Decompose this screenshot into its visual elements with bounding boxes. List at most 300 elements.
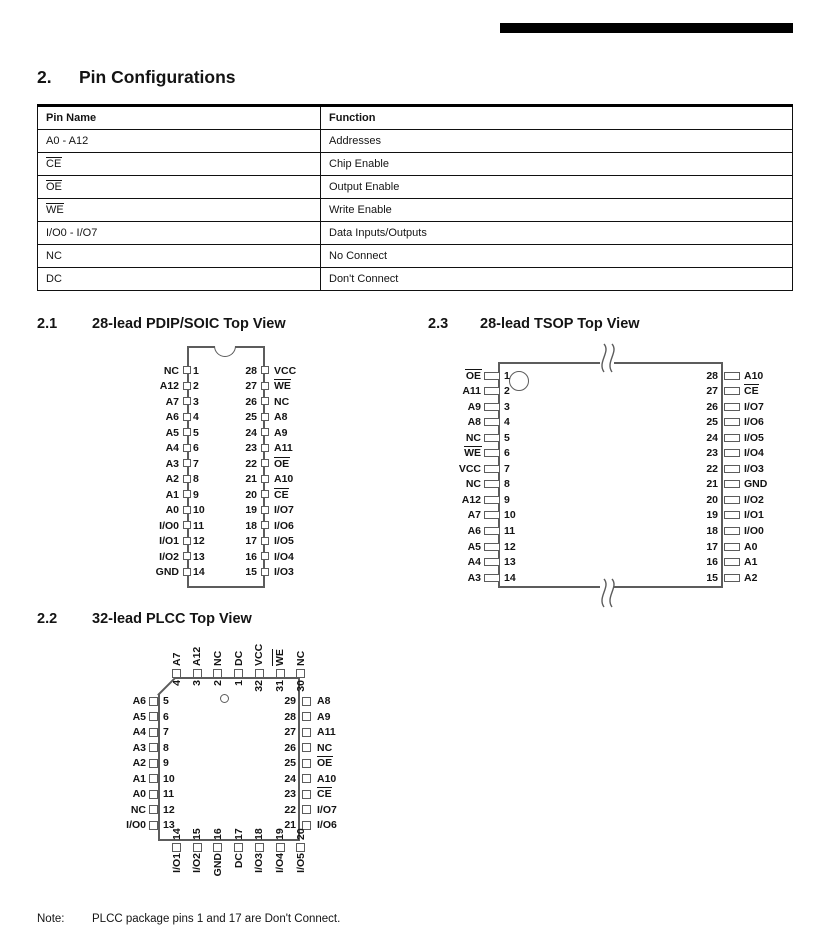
overline-signal: OE — [317, 757, 333, 769]
tsop-pin-17-lead — [724, 543, 740, 551]
tsop-pin-25-number: 25 — [706, 416, 718, 429]
tsop-pin-26-lead — [724, 403, 740, 411]
plcc-pin-10-number: 10 — [163, 772, 175, 785]
tsop-pin-14-label: A3 — [467, 571, 481, 584]
plcc-pin-3-lead — [193, 669, 202, 678]
plcc-pin-3-number: 3 — [191, 680, 204, 686]
tsop-pin-4-lead — [484, 418, 500, 426]
tsop-pin-14-lead — [484, 574, 500, 582]
pdip-pin-24-number: 24 — [245, 426, 257, 439]
pdip-pin-18-number: 18 — [245, 519, 257, 532]
plcc-pin-10-lead — [149, 774, 158, 783]
section-title: Pin Configurations — [79, 67, 236, 87]
plcc-pin-31-label — [273, 620, 287, 666]
plcc-pin-9-label: A2 — [132, 757, 146, 769]
table-row — [38, 245, 793, 268]
table-row — [38, 222, 793, 245]
plcc-pin-8-number: 8 — [163, 741, 169, 754]
plcc-pin-20-label: I/O5 — [294, 853, 307, 873]
plcc-pin-1-label: DC — [232, 650, 245, 666]
tsop-pin-18-number: 18 — [706, 525, 718, 537]
pdip-pin-13-lead — [183, 552, 191, 560]
pdip-pin-16-label: I/O4 — [274, 550, 294, 563]
tsop-pin-7-number: 7 — [504, 462, 510, 475]
pdip-pin-12-number: 12 — [193, 535, 205, 547]
pdip-pin-27-lead — [261, 382, 269, 390]
tsop-pin-9-label: A12 — [461, 493, 481, 506]
pdip-pin-23-number: 23 — [245, 442, 257, 454]
pdip-pin-26-label: NC — [274, 395, 290, 408]
pdip-pin-10-number: 10 — [193, 504, 205, 516]
plcc-pin-2-lead — [213, 669, 222, 678]
plcc-pin-13-number: 13 — [163, 819, 175, 831]
pdip-pin-8-number: 8 — [193, 473, 199, 485]
pdip-pin-4-number: 4 — [193, 411, 199, 423]
pdip-pin-26-lead — [261, 397, 269, 405]
tsop-pin-9-number: 9 — [504, 493, 510, 506]
function-cell: No Connect — [321, 245, 793, 268]
pin-name-cell — [38, 176, 321, 199]
tsop-pin-25-lead — [724, 418, 740, 426]
overline-signal: CE — [317, 788, 332, 800]
plcc-pin-25-number: 25 — [284, 757, 296, 769]
plcc-pin-4-lead — [172, 669, 181, 678]
tsop-pin-27-label — [744, 385, 759, 397]
pdip-pin-10-label: A0 — [165, 504, 179, 516]
tsop-pin-6-label — [404, 447, 481, 459]
pdip-pin-3-label: A7 — [165, 395, 179, 408]
plcc-pin-19-lead — [276, 843, 285, 852]
pdip-pin-25-number: 25 — [245, 411, 257, 423]
plcc-pin-17-label: DC — [232, 853, 245, 869]
plcc-pin-24-number: 24 — [284, 772, 296, 785]
pdip-pin-12-label: I/O1 — [159, 535, 179, 547]
tsop-pin-19-number: 19 — [706, 509, 718, 522]
tsop-pin-17-number: 17 — [706, 540, 718, 553]
pdip-pin-5-lead — [183, 428, 191, 436]
plcc-pin-6-label: A5 — [132, 710, 146, 723]
tsop-pin-1-lead — [484, 372, 500, 380]
plcc-pin-27-label: A11 — [317, 726, 336, 738]
plcc-pin-25-lead — [302, 759, 311, 768]
pin-name-cell — [38, 199, 321, 222]
table-row — [38, 153, 793, 176]
plcc-pin-19-number: 19 — [274, 828, 286, 840]
tsop-bottom-break-mark — [594, 578, 620, 608]
tsop-pin-19-label: I/O1 — [744, 509, 764, 522]
tsop-pin-4-label: A8 — [467, 416, 481, 429]
pdip-pin-9-label: A1 — [165, 488, 179, 501]
tsop-pin-26-label: I/O7 — [744, 400, 764, 413]
pdip-pin-21-number: 21 — [245, 473, 257, 485]
subsection-number-tsop: 2.3 — [428, 316, 449, 332]
plcc-pin-12-number: 12 — [163, 803, 175, 816]
pdip-pin-19-lead — [261, 506, 269, 514]
plcc-pin-24-label: A10 — [317, 772, 337, 785]
pdip-pin-18-label: I/O6 — [274, 519, 294, 532]
plcc-pin-13-lead — [149, 821, 158, 830]
plcc-pin-1-lead — [234, 669, 243, 678]
pdip-pin-3-number: 3 — [193, 395, 199, 408]
pdip-pin-25-label: A8 — [274, 411, 288, 423]
plcc-pin-29-label: A8 — [317, 695, 331, 707]
function-cell: Addresses — [321, 130, 793, 153]
tsop-pin-2-lead — [484, 387, 500, 395]
tsop-pin-4-number: 4 — [504, 416, 510, 429]
plcc-pin-10-label: A1 — [132, 772, 146, 785]
plcc-pin-12-label: NC — [130, 803, 146, 816]
pdip-pin-27-label — [274, 380, 291, 392]
tsop-pin-14-number: 14 — [504, 571, 516, 584]
overline-signal: OE — [274, 457, 290, 470]
footnote — [37, 913, 340, 925]
overline-signal: CE — [274, 488, 289, 501]
tsop-pin-13-label: A4 — [467, 556, 481, 569]
tsop-pin-15-label: A2 — [744, 571, 758, 584]
plcc-pin-21-label: I/O6 — [317, 819, 337, 831]
tsop-pin-12-label: A5 — [467, 540, 481, 553]
tsop-pin-5-number: 5 — [504, 431, 510, 444]
pdip-pin-7-label: A3 — [165, 457, 179, 470]
tsop-pin-16-label: A1 — [744, 556, 758, 569]
plcc-pin-18-number: 18 — [253, 828, 266, 840]
plcc-pin-16-lead — [213, 843, 222, 852]
tsop-pin-18-lead — [724, 527, 740, 535]
plcc-pin-9-number: 9 — [163, 757, 169, 769]
subsection-number-pdip: 2.1 — [37, 316, 58, 332]
plcc-pin-28-label: A9 — [317, 710, 331, 723]
plcc-pin-14-lead — [172, 843, 181, 852]
function-cell: Write Enable — [321, 199, 793, 222]
tsop-pin-26-number: 26 — [706, 400, 718, 413]
pdip-pin-1-lead — [183, 366, 191, 374]
pdip-pin-20-label — [274, 489, 289, 501]
pdip-pin-9-lead — [183, 490, 191, 498]
pdip-pin-11-number: 11 — [193, 519, 205, 532]
pdip-pin-2-number: 2 — [193, 380, 199, 392]
pin-function-table — [37, 104, 793, 291]
pdip-pin-14-number: 14 — [193, 566, 205, 578]
subsection-title-tsop: 28-lead TSOP Top View — [480, 316, 640, 332]
subsection-heading-pdip — [37, 316, 286, 332]
tsop-pin-3-number: 3 — [504, 400, 510, 413]
tsop-pin-11-label: A6 — [467, 525, 481, 537]
tsop-pin-13-number: 13 — [504, 556, 516, 569]
function-cell: Chip Enable — [321, 153, 793, 176]
pdip-pin-16-lead — [261, 552, 269, 560]
plcc-pin-4-label: A7 — [170, 652, 183, 666]
tsop-pin-6-lead — [484, 449, 500, 457]
tsop-pin-11-lead — [484, 527, 500, 535]
tsop-pin-13-lead — [484, 558, 500, 566]
tsop-pin-20-label: I/O2 — [744, 493, 764, 506]
tsop-pin-20-lead — [724, 496, 740, 504]
plcc-pin-5-label: A6 — [132, 695, 146, 707]
tsop-pin-25-label: I/O6 — [744, 416, 764, 429]
plcc-pin-13-label: I/O0 — [126, 819, 146, 831]
tsop-pin-3-label: A9 — [467, 400, 481, 413]
pdip-pin-2-lead — [183, 382, 191, 390]
pdip-pin-8-lead — [183, 475, 191, 483]
plcc-pin-9-lead — [149, 759, 158, 768]
plcc-pin-29-number: 29 — [284, 695, 296, 707]
tsop-pin-16-lead — [724, 558, 740, 566]
pdip-pin-6-lead — [183, 444, 191, 452]
tsop-pin-22-label: I/O3 — [744, 462, 764, 475]
pdip-pin-15-lead — [261, 568, 269, 576]
table-header-row — [38, 106, 793, 130]
plcc-pin-1-number: 1 — [232, 680, 245, 686]
plcc-pin-22-number: 22 — [284, 803, 296, 816]
plcc-pin-31-number: 31 — [274, 680, 286, 692]
plcc-pin-18-lead — [255, 843, 264, 852]
table-row — [38, 176, 793, 199]
pdip-pin-24-lead — [261, 428, 269, 436]
pdip-pin-10-lead — [183, 506, 191, 514]
plcc-pin-6-number: 6 — [163, 710, 169, 723]
tsop-pin-16-number: 16 — [706, 556, 718, 569]
plcc-pin-24-lead — [302, 774, 311, 783]
plcc-pin-7-number: 7 — [163, 726, 169, 738]
overline-signal: OE — [46, 181, 62, 193]
tsop-pin-21-label: GND — [744, 478, 768, 491]
plcc-pin-2-label: NC — [211, 650, 224, 666]
plcc-pin-23-lead — [302, 790, 311, 799]
pdip-pin-3-lead — [183, 397, 191, 405]
top-black-bar — [500, 23, 793, 33]
tsop-pin-2-label: A11 — [462, 385, 481, 398]
tsop-pin-23-label: I/O4 — [744, 447, 764, 460]
overline-signal: CE — [744, 385, 759, 398]
tsop-pin-1-label — [404, 370, 481, 382]
tsop-pin-28-number: 28 — [706, 369, 718, 382]
tsop-pin-10-lead — [484, 511, 500, 519]
plcc-pin-32-lead — [255, 669, 264, 678]
plcc-pin-30-number: 30 — [294, 680, 307, 692]
tsop-pin-6-number: 6 — [504, 447, 510, 460]
pdip-pin-4-lead — [183, 413, 191, 421]
pdip-pin-22-number: 22 — [245, 457, 257, 470]
pdip-pin-23-label: A11 — [274, 442, 293, 454]
footnote-text: PLCC package pins 1 and 17 are Don't Connect. — [92, 913, 341, 925]
plcc-pin-27-number: 27 — [284, 726, 296, 738]
pdip-pin-17-lead — [261, 537, 269, 545]
tsop-pin-10-label: A7 — [467, 509, 481, 522]
plcc-pin-30-label: NC — [294, 650, 307, 666]
pdip-pin-6-number: 6 — [193, 442, 199, 454]
pdip-pin-19-label: I/O7 — [274, 504, 294, 516]
plcc-pin-25-label — [317, 757, 332, 769]
plcc-pin-31-lead — [276, 669, 285, 678]
plcc-pin-32-label: VCC — [253, 643, 266, 666]
pdip-pin-7-lead — [183, 459, 191, 467]
plcc-pin-14-number: 14 — [170, 828, 183, 840]
pdip-pin-20-number: 20 — [245, 488, 257, 501]
overline-signal: OE — [465, 369, 481, 382]
plcc-pin-23-label — [317, 788, 332, 800]
tsop-pin-15-lead — [724, 574, 740, 582]
tsop-pin-27-number: 27 — [706, 385, 718, 398]
pdip-pin-17-number: 17 — [245, 535, 257, 547]
plcc-pin-15-number: 15 — [191, 828, 204, 840]
pdip-pin-15-label: I/O3 — [274, 566, 294, 578]
pdip-pin-28-lead — [261, 366, 269, 374]
tsop-pin-1-number: 1 — [504, 369, 510, 382]
pdip-pin-16-number: 16 — [245, 550, 257, 563]
pdip-pin-7-number: 7 — [193, 457, 199, 470]
table-row — [38, 199, 793, 222]
tsop-pin-23-lead — [724, 449, 740, 457]
plcc-pin-19-label: I/O4 — [274, 853, 286, 873]
plcc-pin-14-label: I/O1 — [170, 853, 183, 873]
pdip-pin-5-number: 5 — [193, 426, 199, 439]
overline-signal: WE — [464, 447, 481, 460]
function-cell: Don't Connect — [321, 268, 793, 291]
column-header-pin-name: Pin Name — [38, 106, 321, 130]
tsop-pin-21-number: 21 — [706, 478, 718, 491]
pdip-pin-1-number: 1 — [193, 364, 199, 377]
tsop-pin-23-number: 23 — [706, 447, 718, 460]
pdip-pin-8-label: A2 — [165, 473, 179, 485]
pdip-pin-2-label: A12 — [159, 380, 179, 392]
plcc-pin-29-lead — [302, 697, 311, 706]
plcc-pin-18-label: I/O3 — [253, 853, 266, 873]
tsop-pin-9-lead — [484, 496, 500, 504]
pdip-pin-21-label: A10 — [274, 473, 294, 485]
subsection-title-plcc: 32-lead PLCC Top View — [92, 611, 252, 627]
column-header-function: Function — [321, 106, 793, 130]
pdip-pin-26-number: 26 — [245, 395, 257, 408]
plcc-pin-26-lead — [302, 743, 311, 752]
plcc-pin-8-label: A3 — [132, 741, 146, 754]
pdip-pin-5-label: A5 — [165, 426, 179, 439]
tsop-pin-19-lead — [724, 511, 740, 519]
pdip-pin-1-label: NC — [163, 364, 179, 377]
tsop-pin-28-label: A10 — [744, 369, 764, 382]
tsop-top-break-mark — [594, 343, 620, 373]
tsop-pin-22-number: 22 — [706, 462, 718, 475]
tsop-pin-7-label: VCC — [458, 462, 481, 475]
tsop-pin-18-label: I/O0 — [744, 525, 764, 537]
plcc-pin-15-label: I/O2 — [191, 853, 204, 873]
tsop-pin-20-number: 20 — [706, 493, 718, 506]
plcc-pin-26-number: 26 — [284, 741, 296, 754]
tsop-pin-28-lead — [724, 372, 740, 380]
pdip-pin-22-label — [274, 458, 289, 470]
tsop-pin-17-label: A0 — [744, 540, 758, 553]
plcc-pin-7-label: A4 — [132, 726, 146, 738]
pdip-pin-11-lead — [183, 521, 191, 529]
subsection-heading-tsop — [428, 316, 640, 332]
pin-name-cell: NC — [38, 245, 321, 268]
plcc-pin-16-number: 16 — [211, 828, 224, 840]
tsop-pin-3-lead — [484, 403, 500, 411]
plcc-pin-23-number: 23 — [284, 788, 296, 800]
tsop-pin-8-number: 8 — [504, 478, 510, 491]
plcc-pin-17-number: 17 — [232, 828, 245, 840]
pdip-pin-14-lead — [183, 568, 191, 576]
pdip-pin-28-label: VCC — [274, 364, 297, 377]
plcc-pin-28-number: 28 — [284, 710, 296, 723]
pdip-pin-11-label: I/O0 — [159, 519, 179, 532]
plcc-pin-3-label: A12 — [191, 646, 204, 666]
tsop-pin-27-lead — [724, 387, 740, 395]
section-number: 2. — [37, 67, 52, 87]
pdip-pin-17-label: I/O5 — [274, 535, 294, 547]
pin-name-cell: A0 - A12 — [38, 130, 321, 153]
pin-name-cell — [38, 153, 321, 176]
tsop-pin-2-number: 2 — [504, 385, 510, 398]
tsop-pin-12-lead — [484, 543, 500, 551]
pdip-pin-27-number: 27 — [245, 380, 257, 392]
function-cell: Data Inputs/Outputs — [321, 222, 793, 245]
pdip-pin-12-lead — [183, 537, 191, 545]
function-cell: Output Enable — [321, 176, 793, 199]
plcc-pin-32-number: 32 — [253, 680, 266, 692]
plcc-pin-22-label: I/O7 — [317, 803, 337, 816]
pdip-pin-13-label: I/O2 — [159, 550, 179, 563]
plcc-pin-26-label: NC — [317, 741, 333, 754]
subsection-title-pdip: 28-lead PDIP/SOIC Top View — [92, 316, 286, 332]
pdip-pin-18-lead — [261, 521, 269, 529]
pdip-pin-24-label: A9 — [274, 426, 288, 439]
plcc-pin-11-lead — [149, 790, 158, 799]
pdip-pin-23-lead — [261, 444, 269, 452]
tsop-pin-24-label: I/O5 — [744, 431, 764, 444]
pdip-pin-4-label: A6 — [165, 411, 179, 423]
overline-signal: WE — [274, 380, 291, 392]
pdip-pin-14-label: GND — [155, 566, 179, 578]
tsop-pin-10-number: 10 — [504, 509, 516, 522]
plcc-pin-5-lead — [149, 697, 158, 706]
plcc-pin-15-lead — [193, 843, 202, 852]
table-row — [38, 268, 793, 291]
overline-signal: CE — [46, 158, 62, 170]
tsop-pin-11-number: 11 — [504, 525, 516, 537]
tsop-pin-21-lead — [724, 480, 740, 488]
pdip-pin-21-lead — [261, 475, 269, 483]
overline-signal: WE — [274, 649, 286, 666]
pdip-pin-19-number: 19 — [245, 504, 257, 516]
plcc-pin-11-number: 11 — [163, 788, 175, 800]
tsop-pin-22-lead — [724, 465, 740, 473]
pin-name-cell: I/O0 - I/O7 — [38, 222, 321, 245]
plcc-pin-2-number: 2 — [211, 680, 224, 686]
tsop-pin-15-number: 15 — [706, 571, 718, 584]
plcc-pin-6-lead — [149, 712, 158, 721]
plcc-pin-11-label: A0 — [132, 788, 146, 800]
footnote-label: Note: — [37, 913, 65, 925]
plcc-pin-16-label: GND — [211, 853, 224, 877]
tsop-pin1-indicator-circle — [509, 371, 529, 391]
plcc-pin-12-lead — [149, 805, 158, 814]
plcc-pin-8-lead — [149, 743, 158, 752]
tsop-pin-12-number: 12 — [504, 540, 516, 553]
plcc-pin-20-number: 20 — [294, 828, 307, 840]
pdip-pin-6-label: A4 — [165, 442, 179, 454]
plcc-pin-27-lead — [302, 728, 311, 737]
pdip-pin-22-lead — [261, 459, 269, 467]
subsection-number-plcc: 2.2 — [37, 611, 58, 627]
tsop-pin-8-lead — [484, 480, 500, 488]
pdip-pin-20-lead — [261, 490, 269, 498]
pdip-pin-9-number: 9 — [193, 488, 199, 501]
table-row — [38, 130, 793, 153]
pdip-pin-28-number: 28 — [245, 364, 257, 377]
tsop-pin-24-number: 24 — [706, 431, 718, 444]
pdip-pin-25-lead — [261, 413, 269, 421]
tsop-pin-8-label: NC — [465, 478, 481, 491]
